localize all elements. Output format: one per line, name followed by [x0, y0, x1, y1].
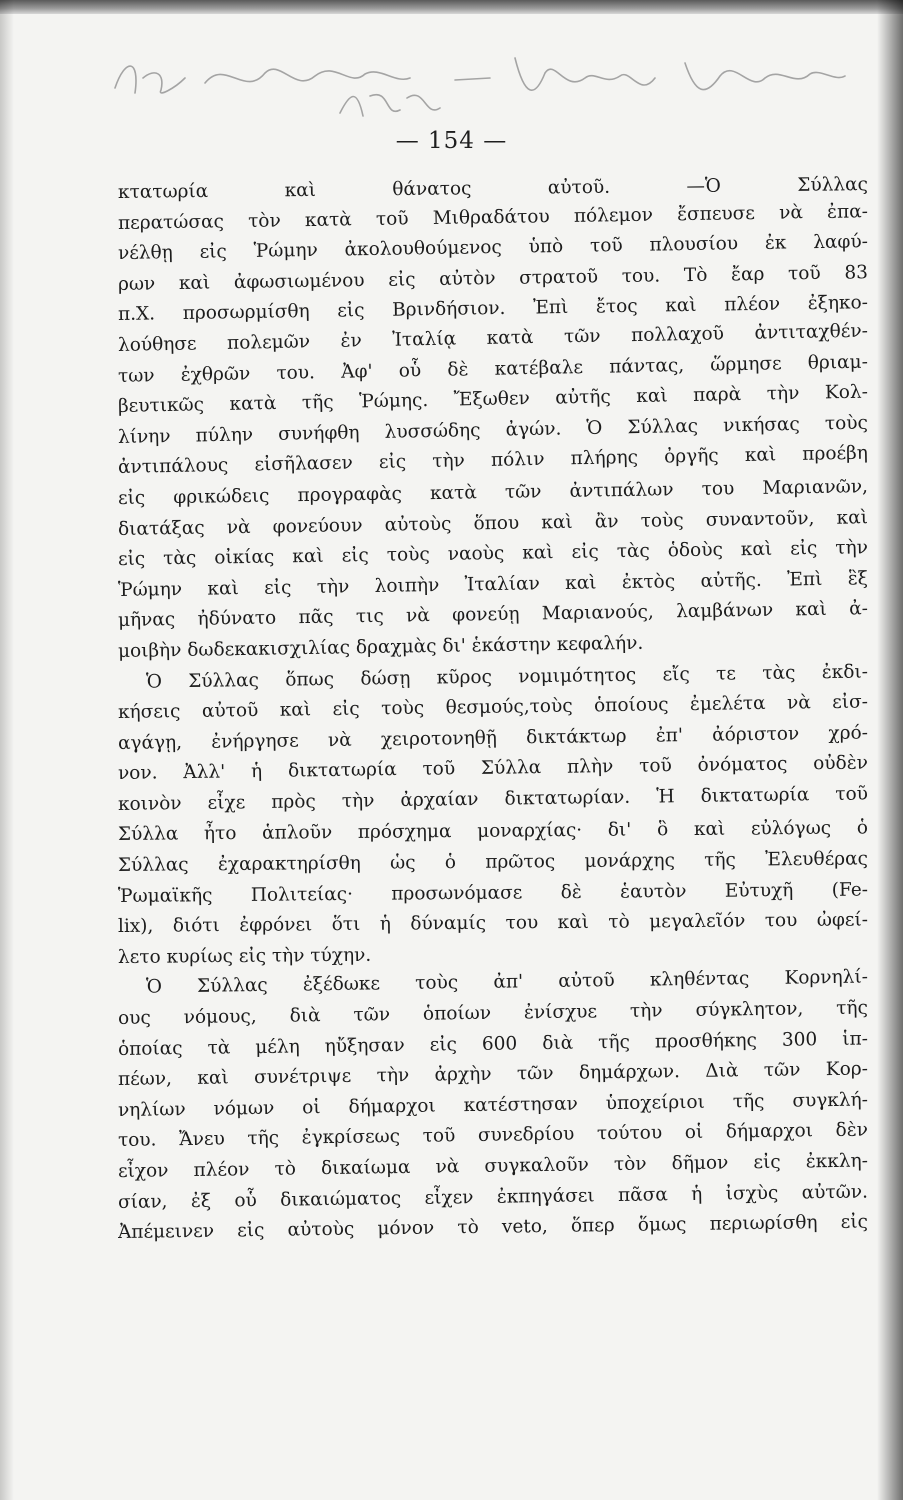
- text-line: Ῥώμην καὶ εἰς τὴν λοιπὴν Ἰταλίαν καὶ ἐκτὸς αὐτῆς. Ἐπὶ ἓξ: [117, 567, 869, 601]
- text-line: ους νόμους, διὰ τῶν ὁποίων ἐνίσχυε τὴν σύγκλητον, τῆς: [117, 997, 869, 1030]
- text-line: εἶχον πλέον τὸ δικαίωμα νὰ συγκαλοῦν τὸν δῆμον εἰς ἐκκλη-: [117, 1150, 869, 1182]
- text-line: lix), διότι ἐφρόνει ὅτι ἡ δύναμίς του καὶ τὸ μεγαλεῖόν του ὠφεί-: [117, 909, 869, 938]
- text-line: αγάγῃ, ἐνήργησε νὰ χειροτονηθῇ δικτάκτωρ ἐπ' ἀόριστον χρό-: [117, 722, 869, 754]
- text-line: κοινὸν εἶχε πρὸς τὴν ἀρχαίαν δικτατωρίαν. Ἡ δικτατωρία τοῦ: [117, 783, 869, 815]
- text-line: των ἐχθρῶν του. Ἀφ' οὗ δὲ κατέβαλε πάντας, ὥρμησε θριαμ-: [117, 351, 869, 387]
- text-line: νον. Ἀλλ' ἡ δικτατωρία τοῦ Σύλλα πλὴν τοῦ ὀνόματος οὐδὲν: [117, 752, 869, 785]
- page-left-shadow: [0, 0, 14, 1500]
- page-number: — 154 —: [395, 128, 508, 154]
- text-line: ἀντιπάλους εἰσῆλασεν εἰς τὴν πόλιν πλήρης ὀργῆς καὶ προέβη: [117, 442, 869, 479]
- text-line: νηλίων νόμων οἱ δήμαρχοι κατέστησαν ὑποχείριοι τῆς συγκλή-: [117, 1089, 869, 1121]
- handwritten-pencil-note: [95, 38, 855, 118]
- text-line: Ὁ Σύλλας ὅπως δώσῃ κῦρος νομιμότητος εἴς τε τὰς ἐκδι-: [145, 661, 869, 693]
- text-line: μοιβὴν δωδεκακισχιλίας δραχμὰς δι' ἑκάστην κεφαλήν.: [117, 632, 644, 662]
- text-line: ὁποίας τὰ μέλη ηὔξησαν εἰς 600 διὰ τῆς προσθήκης 300 ἱπ-: [117, 1028, 869, 1060]
- text-line: Σύλλα ἦτο ἁπλοῦν πρόσχημα μοναρχίας· δι' ὃ καὶ εὐλόγως ὁ: [117, 817, 869, 846]
- text-line: λίνην πύλην συνήφθη λυσσώδης ἀγών. Ὁ Σύλλας νικήσας τοὺς: [117, 412, 869, 448]
- text-line: Ῥωμαϊκῆς Πολιτείας· προσωνόμασε δὲ ἑαυτὸν Εὐτυχῆ (Fe-: [117, 879, 869, 907]
- text-line: σίαν, ἐξ οὗ δικαιώματος εἶχεν ἐκπηγάσει πᾶσα ἡ ἰσχὺς αὐτῶν.: [117, 1181, 869, 1213]
- book-binding-shadow: [877, 0, 903, 1500]
- text-line: κήσεις αὐτοῦ καὶ εἰς τοὺς θεσμούς,τοὺς ὁποίους ἐμελέτα νὰ εἰσ-: [117, 691, 869, 724]
- scan-top-edge: [0, 0, 903, 14]
- text-line: λετο κυρίως εἰς τὴν τύχην.: [117, 944, 372, 968]
- text-line: διατάξας νὰ φονεύουν αὐτοὺς ὅπου καὶ ἂν τοὺς συναντοῦν, καὶ: [117, 506, 869, 540]
- text-line: ρων καὶ ἀφωσιωμένου εἰς αὐτὸν στρατοῦ του. Τὸ ἔαρ τοῦ 83: [117, 262, 869, 295]
- text-line: Σύλλας ἐχαρακτηρίσθη ὡς ὁ πρῶτος μονάρχης τῆς Ἐλευθέρας: [117, 848, 869, 877]
- text-line: πέων, καὶ συνέτριψε τὴν ἀρχὴν τῶν δημάρχων. Διὰ τῶν Κορ-: [117, 1058, 869, 1091]
- text-line: περατώσας τὸν κατὰ τοῦ Μιθραδάτου πόλεμον ἔσπευσε νὰ ἐπα-: [117, 200, 869, 234]
- text-line: Ἀπέμεινεν εἰς αὐτοὺς μόνον τὸ veto, ὅπερ ὅμως περιωρίσθη εἰς: [117, 1211, 869, 1244]
- text-line: βευτικῶς κατὰ τῆς Ῥώμης. Ἔξωθεν αὐτῆς καὶ παρὰ τὴν Κολ-: [117, 381, 869, 418]
- text-line: λούθησε πολεμῶν ἐν Ἰταλίᾳ κατὰ τῶν πολλαχοῦ ἀντιταχθέν-: [117, 320, 869, 356]
- text-line: εἰς τὰς οἰκίας καὶ εἰς τοὺς ναοὺς καὶ εἰς τὰς ὁδοὺς καὶ εἰς τὴν: [117, 537, 869, 571]
- text-line: νέλθῃ εἰς Ῥώμην ἀκολουθούμενος ὑπὸ τοῦ πλουσίου ἐκ λαφύ-: [117, 231, 869, 265]
- text-line: π.Χ. προσωρμίσθη εἰς Βρινδήσιον. Ἐπὶ ἔτος καὶ πλέον ἐξηκο-: [117, 292, 869, 326]
- body-text: [117, 174, 869, 1249]
- text-line: εἰς φρικώδεις προγραφὰς κατὰ τῶν ἀντιπάλων του Μαριανῶν,: [117, 476, 869, 509]
- text-line: Ὁ Σύλλας ἐξέδωκε τοὺς ἀπ' αὐτοῦ κληθέντας Κορνηλί-: [145, 966, 869, 999]
- text-line: μῆνας ἠδύνατο πᾶς τις νὰ φονεύῃ Μαριανούς, λαμβάνων καὶ ἀ-: [117, 598, 869, 632]
- text-line: κτατωρία καὶ θάνατος αὐτοῦ. —Ὁ Σύλλας: [117, 174, 869, 203]
- handwriting-scribble-icon: [95, 38, 855, 118]
- text-line: του. Ἄνευ τῆς ἐγκρίσεως τοῦ συνεδρίου τούτου οἱ δήμαρχοι δὲν: [117, 1119, 869, 1152]
